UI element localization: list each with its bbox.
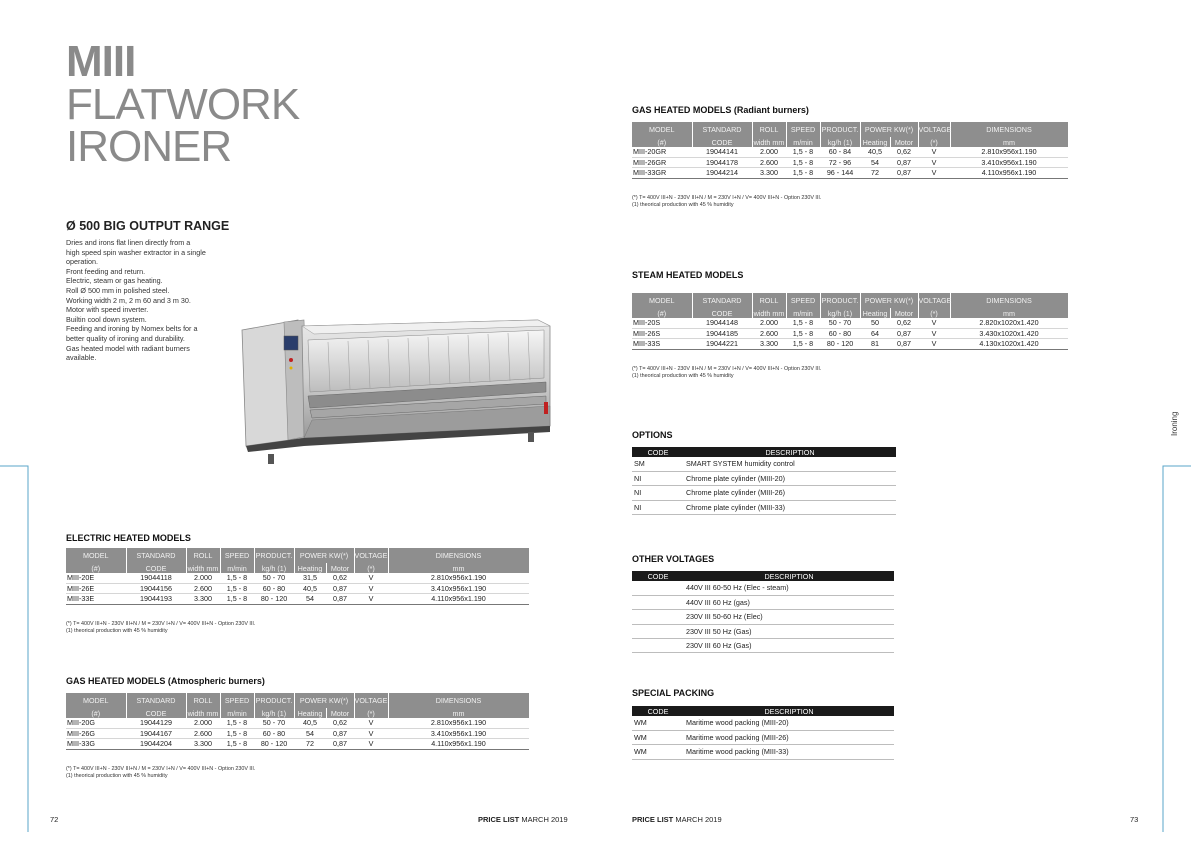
title-line-3: IRONER — [66, 122, 232, 171]
col-subheader: Heating — [860, 308, 890, 318]
cell: NI — [632, 486, 684, 500]
gas-atmo-section-title: GAS HEATED MODELS (Atmospheric burners) — [66, 676, 265, 686]
left-price-list-footer — [478, 815, 568, 824]
cell: NI — [632, 500, 684, 514]
col-subheader: kg/h (1) — [254, 708, 294, 718]
cell: 3.410x956x1.190 — [388, 728, 529, 738]
cell: 31,5 — [294, 573, 326, 583]
cell: 40,5 — [294, 583, 326, 593]
note-line: (*) T= 400V III+N - 230V III+N / M = 230V I+N / V= 400V III+N - Option 230V III. — [632, 366, 822, 372]
desc-line: Builtin cool down system. — [66, 314, 147, 324]
cell: MIII-20G — [66, 718, 126, 728]
cell: 1,5 - 8 — [786, 168, 820, 178]
table-row — [632, 730, 894, 744]
col-subheader: mm — [950, 137, 1068, 147]
col-subheader: Motor — [326, 708, 354, 718]
table-row — [632, 147, 1068, 157]
col-header: ROLL — [752, 293, 786, 308]
steam-notes — [632, 366, 821, 379]
cell — [632, 624, 684, 638]
cell: MIII-20S — [632, 318, 692, 328]
col-subheader: mm — [388, 708, 529, 718]
col-subheader: (*) — [354, 708, 388, 718]
col-subheader: kg/h (1) — [820, 308, 860, 318]
cell: 0,62 — [326, 718, 354, 728]
cell: MIII-26E — [66, 583, 126, 593]
cell: 1,5 - 8 — [220, 573, 254, 583]
col-header: SPEED — [786, 122, 820, 137]
col-header: PRODUCT. — [820, 293, 860, 308]
gas-radiant-spec-table — [632, 122, 1069, 179]
cell: Maritime wood packing (MIII-20) — [684, 716, 894, 730]
cell: V — [354, 594, 388, 604]
col-header: ROLL — [186, 548, 220, 563]
cell: 1,5 - 8 — [786, 147, 820, 157]
cell — [632, 595, 684, 609]
cell: Chrome plate cylinder (MIII-33) — [684, 500, 896, 514]
cell: 230V III 60 Hz (Gas) — [684, 639, 894, 653]
title-line-2: FLATWORK — [66, 80, 300, 129]
cell: 2.000 — [186, 718, 220, 728]
col-subheader: (*) — [354, 563, 388, 573]
gas-atmo-spec-table — [66, 693, 530, 750]
cell: NI — [632, 471, 684, 485]
table-row — [632, 471, 896, 485]
cell: 19044185 — [692, 328, 752, 338]
cell: 2.600 — [752, 328, 786, 338]
price-list-label: PRICE LIST — [632, 815, 674, 824]
col-subheader: (#) — [632, 308, 692, 318]
col-header: STANDARD — [126, 548, 186, 563]
cell: 1,5 - 8 — [220, 718, 254, 728]
electric-section-title: ELECTRIC HEATED MODELS — [66, 533, 191, 543]
cell: 1,5 - 8 — [220, 583, 254, 593]
table-row — [632, 716, 894, 730]
cell: 4.110x956x1.190 — [950, 168, 1068, 178]
col-subheader: CODE — [692, 137, 752, 147]
table-row — [632, 457, 896, 471]
desc-line: Working width 2 m, 2 m 60 and 3 m 30. — [66, 295, 191, 305]
table-row — [632, 157, 1068, 167]
cell: 50 — [860, 318, 890, 328]
cell: 0,87 — [326, 583, 354, 593]
cell: MIII-33G — [66, 739, 126, 749]
right-page-number: 73 — [1130, 815, 1139, 824]
col-header: POWER KW(*) — [294, 693, 354, 708]
side-section-label: Ironing — [1170, 411, 1179, 436]
cell: 72 - 96 — [820, 157, 860, 167]
cell: WM — [632, 730, 684, 744]
cell: 3.410x956x1.190 — [388, 583, 529, 593]
cell: 1,5 - 8 — [786, 318, 820, 328]
electric-spec-table — [66, 548, 530, 605]
note-line: (*) T= 400V III+N - 230V III+N / M = 230V I+N / V= 400V III+N - Option 230V III. — [66, 766, 256, 772]
title-line-1: MIII — [66, 37, 136, 86]
table-row — [632, 500, 896, 514]
col-header: MODEL — [632, 293, 692, 308]
cell: MIII-26G — [66, 728, 126, 738]
options-table — [632, 447, 896, 515]
cell: 0,87 — [890, 328, 918, 338]
desc-line: operation. — [66, 257, 98, 267]
cell: 2.600 — [186, 728, 220, 738]
col-subheader: Heating — [294, 563, 326, 573]
cell: 40,5 — [294, 718, 326, 728]
gas-atmo-notes — [66, 766, 255, 779]
voltages-section-title: OTHER VOLTAGES — [632, 554, 715, 564]
cell: MIII-33E — [66, 594, 126, 604]
col-header: CODE — [632, 447, 684, 457]
cell: 0,87 — [890, 168, 918, 178]
cell: 19044178 — [692, 157, 752, 167]
cell — [632, 581, 684, 595]
cell: 0,87 — [326, 739, 354, 749]
table-row — [66, 583, 529, 593]
col-subheader: CODE — [126, 563, 186, 573]
cell: MIII-33GR — [632, 168, 692, 178]
cell: MIII-20GR — [632, 147, 692, 157]
col-header: DIMENSIONS — [950, 122, 1068, 137]
cell: 1,5 - 8 — [786, 328, 820, 338]
cell: 2.600 — [186, 583, 220, 593]
price-list-date: MARCH 2019 — [675, 815, 722, 824]
col-subheader: (*) — [918, 137, 950, 147]
cell — [632, 610, 684, 624]
cell: MIII-33S — [632, 339, 692, 349]
col-subheader: Heating — [294, 708, 326, 718]
cell: SM — [632, 457, 684, 471]
desc-line: Gas heated model with radiant burners — [66, 343, 190, 353]
table-row — [632, 639, 894, 653]
range-subtitle: Ø 500 BIG OUTPUT RANGE — [66, 219, 230, 233]
col-subheader: width mm — [187, 563, 219, 573]
cell: Maritime wood packing (MIII-26) — [684, 730, 894, 744]
cell: 2.810x956x1.190 — [388, 573, 529, 583]
col-subheader: Heating — [860, 137, 890, 147]
cell: 4.110x956x1.190 — [388, 739, 529, 749]
cell: 54 — [860, 157, 890, 167]
col-subheader: (#) — [632, 137, 692, 147]
col-header: POWER KW(*) — [860, 293, 918, 308]
options-section-title: OPTIONS — [632, 430, 673, 440]
price-list-date: MARCH 2019 — [521, 815, 568, 824]
table-row — [66, 594, 529, 604]
cell: 80 - 120 — [254, 594, 294, 604]
cell: 19044129 — [126, 718, 186, 728]
cell: 60 - 80 — [254, 728, 294, 738]
col-header: VOLTAGE — [918, 122, 950, 137]
cell: 19044193 — [126, 594, 186, 604]
desc-line: high speed spin washer extractor in a single — [66, 247, 206, 257]
cell: 1,5 - 8 — [786, 339, 820, 349]
cell: 1,5 - 8 — [220, 739, 254, 749]
col-header: DESCRIPTION — [684, 706, 894, 716]
cell: V — [354, 718, 388, 728]
cell: 54 — [294, 728, 326, 738]
desc-line: Feeding and ironing by Nomex belts for a — [66, 324, 198, 334]
cell: 1,5 - 8 — [220, 594, 254, 604]
col-subheader: m/min — [786, 308, 820, 318]
cell: 19044118 — [126, 573, 186, 583]
col-subheader: m/min — [220, 708, 254, 718]
gas-radiant-notes — [632, 195, 821, 208]
desc-line: better quality of ironing and durability. — [66, 333, 185, 343]
cell: 96 - 144 — [820, 168, 860, 178]
desc-line: available. — [66, 353, 97, 363]
desc-line: Roll Ø 500 mm in polished steel. — [66, 285, 170, 295]
cell — [632, 639, 684, 653]
table-row — [632, 624, 894, 638]
col-subheader: (#) — [66, 563, 126, 573]
cell: 50 - 70 — [254, 573, 294, 583]
cell: 0,87 — [326, 594, 354, 604]
col-subheader: mm — [388, 563, 529, 573]
price-list-label: PRICE LIST — [478, 815, 520, 824]
col-header: SPEED — [786, 293, 820, 308]
col-header: POWER KW(*) — [294, 548, 354, 563]
cell: 60 - 80 — [254, 583, 294, 593]
cell: WM — [632, 716, 684, 730]
right-price-list-footer — [632, 815, 722, 824]
cell: 72 — [860, 168, 890, 178]
col-header: STANDARD — [126, 693, 186, 708]
cell: 230V III 50-60 Hz (Elec) — [684, 610, 894, 624]
table-row — [66, 573, 529, 583]
col-header: VOLTAGE — [354, 693, 388, 708]
cell: 19044141 — [692, 147, 752, 157]
cell: V — [918, 318, 950, 328]
col-header: DESCRIPTION — [684, 447, 896, 457]
table-row — [632, 745, 894, 759]
col-header: PRODUCT. — [254, 693, 294, 708]
left-page-number: 72 — [50, 815, 59, 824]
col-subheader: Motor — [326, 563, 354, 573]
col-subheader: width mm — [753, 137, 785, 147]
cell: 2.820x1020x1.420 — [950, 318, 1068, 328]
cell: MIII-26S — [632, 328, 692, 338]
cell: 2.600 — [752, 157, 786, 167]
col-subheader: Motor — [890, 137, 918, 147]
cell: 3.410x956x1.190 — [950, 157, 1068, 167]
cell: 50 - 70 — [820, 318, 860, 328]
desc-line: Front feeding and return. — [66, 266, 146, 276]
cell: 2.000 — [752, 318, 786, 328]
table-row — [66, 728, 529, 738]
col-header: ROLL — [186, 693, 220, 708]
col-header: DIMENSIONS — [388, 693, 529, 708]
cell: 440V III 60-50 Hz (Elec - steam) — [684, 581, 894, 595]
cell: 19044148 — [692, 318, 752, 328]
packing-section-title: SPECIAL PACKING — [632, 688, 715, 698]
gas-radiant-section-title: GAS HEATED MODELS (Radiant burners) — [632, 105, 809, 115]
col-header: CODE — [632, 571, 684, 581]
cell: 60 - 80 — [820, 328, 860, 338]
cell: V — [918, 147, 950, 157]
cell: 0,87 — [890, 157, 918, 167]
cell: 2.810x956x1.190 — [950, 147, 1068, 157]
col-header: DIMENSIONS — [388, 548, 529, 563]
cell: MIII-20E — [66, 573, 126, 583]
col-subheader: m/min — [220, 563, 254, 573]
cell: V — [354, 739, 388, 749]
table-row — [632, 595, 894, 609]
col-subheader: CODE — [126, 708, 186, 718]
cell: 3.300 — [186, 594, 220, 604]
col-subheader: Motor — [890, 308, 918, 318]
note-line: (*) T= 400V III+N - 230V III+N / M = 230V I+N / V= 400V III+N - Option 230V III. — [632, 195, 822, 201]
cell: 4.130x1020x1.420 — [950, 339, 1068, 349]
cell: 19044167 — [126, 728, 186, 738]
cell: 50 - 70 — [254, 718, 294, 728]
cell: SMART SYSTEM humidity control — [684, 457, 896, 471]
cell: 2.000 — [186, 573, 220, 583]
right-tab-line — [1161, 462, 1191, 832]
col-header: VOLTAGE — [918, 293, 950, 308]
col-subheader: kg/h (1) — [254, 563, 294, 573]
col-subheader: width mm — [187, 708, 219, 718]
cell: 19044221 — [692, 339, 752, 349]
packing-table — [632, 706, 894, 760]
product-description — [66, 238, 226, 363]
cell: 3.300 — [186, 739, 220, 749]
note-line: (1) theorical production with 45 % humidity — [632, 201, 734, 208]
cell: 40,5 — [860, 147, 890, 157]
col-header: POWER KW(*) — [860, 122, 918, 137]
cell: 1,5 - 8 — [786, 157, 820, 167]
col-subheader: (#) — [66, 708, 126, 718]
ironer-product-image — [238, 318, 558, 468]
electric-notes — [66, 621, 255, 634]
col-header: DESCRIPTION — [684, 571, 894, 581]
cell: 230V III 50 Hz (Gas) — [684, 624, 894, 638]
table-row — [632, 339, 1068, 349]
cell: 54 — [294, 594, 326, 604]
table-row — [66, 739, 529, 749]
col-header: STANDARD — [692, 122, 752, 137]
cell: 0,87 — [890, 339, 918, 349]
col-header: PRODUCT. — [254, 548, 294, 563]
steam-section-title: STEAM HEATED MODELS — [632, 270, 744, 280]
cell: 81 — [860, 339, 890, 349]
cell: V — [354, 583, 388, 593]
cell: Maritime wood packing (MIII-33) — [684, 745, 894, 759]
col-header: STANDARD — [692, 293, 752, 308]
desc-line: Dries and irons flat linen directly from a — [66, 238, 191, 247]
cell: 2.810x956x1.190 — [388, 718, 529, 728]
col-subheader: width mm — [753, 308, 785, 318]
note-line: (1) theorical production with 45 % humidity — [632, 372, 734, 379]
cell: 80 - 120 — [254, 739, 294, 749]
cell: 4.110x956x1.190 — [388, 594, 529, 604]
cell: WM — [632, 745, 684, 759]
note-line: (1) theorical production with 45 % humidity — [66, 627, 168, 634]
cell: 2.000 — [752, 147, 786, 157]
table-row — [632, 318, 1068, 328]
table-row — [632, 168, 1068, 178]
cell: Chrome plate cylinder (MIII-26) — [684, 486, 896, 500]
col-header: DIMENSIONS — [950, 293, 1068, 308]
table-row — [632, 486, 896, 500]
cell: 64 — [860, 328, 890, 338]
col-header: SPEED — [220, 548, 254, 563]
cell: 0,62 — [890, 318, 918, 328]
desc-line: Electric, steam or gas heating. — [66, 276, 163, 286]
col-subheader: kg/h (1) — [820, 137, 860, 147]
cell: MIII-26GR — [632, 157, 692, 167]
col-header: MODEL — [66, 693, 126, 708]
table-row — [632, 581, 894, 595]
note-line: (*) T= 400V III+N - 230V III+N / M = 230V I+N / V= 400V III+N - Option 230V III. — [66, 621, 256, 627]
col-header: VOLTAGE — [354, 548, 388, 563]
cell: 19044156 — [126, 583, 186, 593]
cell: 19044204 — [126, 739, 186, 749]
cell: 0,62 — [326, 573, 354, 583]
cell: 19044214 — [692, 168, 752, 178]
col-header: CODE — [632, 706, 684, 716]
col-subheader: mm — [950, 308, 1068, 318]
col-subheader: CODE — [692, 308, 752, 318]
steam-spec-table — [632, 293, 1069, 350]
cell: 60 - 84 — [820, 147, 860, 157]
cell: V — [918, 157, 950, 167]
note-line: (1) theorical production with 45 % humidity — [66, 772, 168, 779]
col-header: ROLL — [752, 122, 786, 137]
cell: V — [354, 728, 388, 738]
cell: V — [918, 168, 950, 178]
table-row — [632, 610, 894, 624]
col-header: PRODUCT. — [820, 122, 860, 137]
cell: 0,87 — [326, 728, 354, 738]
col-header: MODEL — [632, 122, 692, 137]
cell: V — [918, 328, 950, 338]
cell: 3.300 — [752, 168, 786, 178]
cell: Chrome plate cylinder (MIII-20) — [684, 471, 896, 485]
cell: 3.430x1020x1.420 — [950, 328, 1068, 338]
table-row — [632, 328, 1068, 338]
cell: 3.300 — [752, 339, 786, 349]
cell: V — [354, 573, 388, 583]
left-tab-line — [0, 462, 30, 832]
table-row — [66, 718, 529, 728]
cell: 80 - 120 — [820, 339, 860, 349]
cell: 0,62 — [890, 147, 918, 157]
cell: 1,5 - 8 — [220, 728, 254, 738]
col-header: MODEL — [66, 548, 126, 563]
desc-line: Motor with speed inverter. — [66, 305, 149, 315]
col-subheader: (*) — [918, 308, 950, 318]
cell: 440V III 60 Hz (gas) — [684, 595, 894, 609]
voltages-table — [632, 571, 894, 653]
col-header: SPEED — [220, 693, 254, 708]
col-subheader: m/min — [786, 137, 820, 147]
cell: V — [918, 339, 950, 349]
cell: 72 — [294, 739, 326, 749]
